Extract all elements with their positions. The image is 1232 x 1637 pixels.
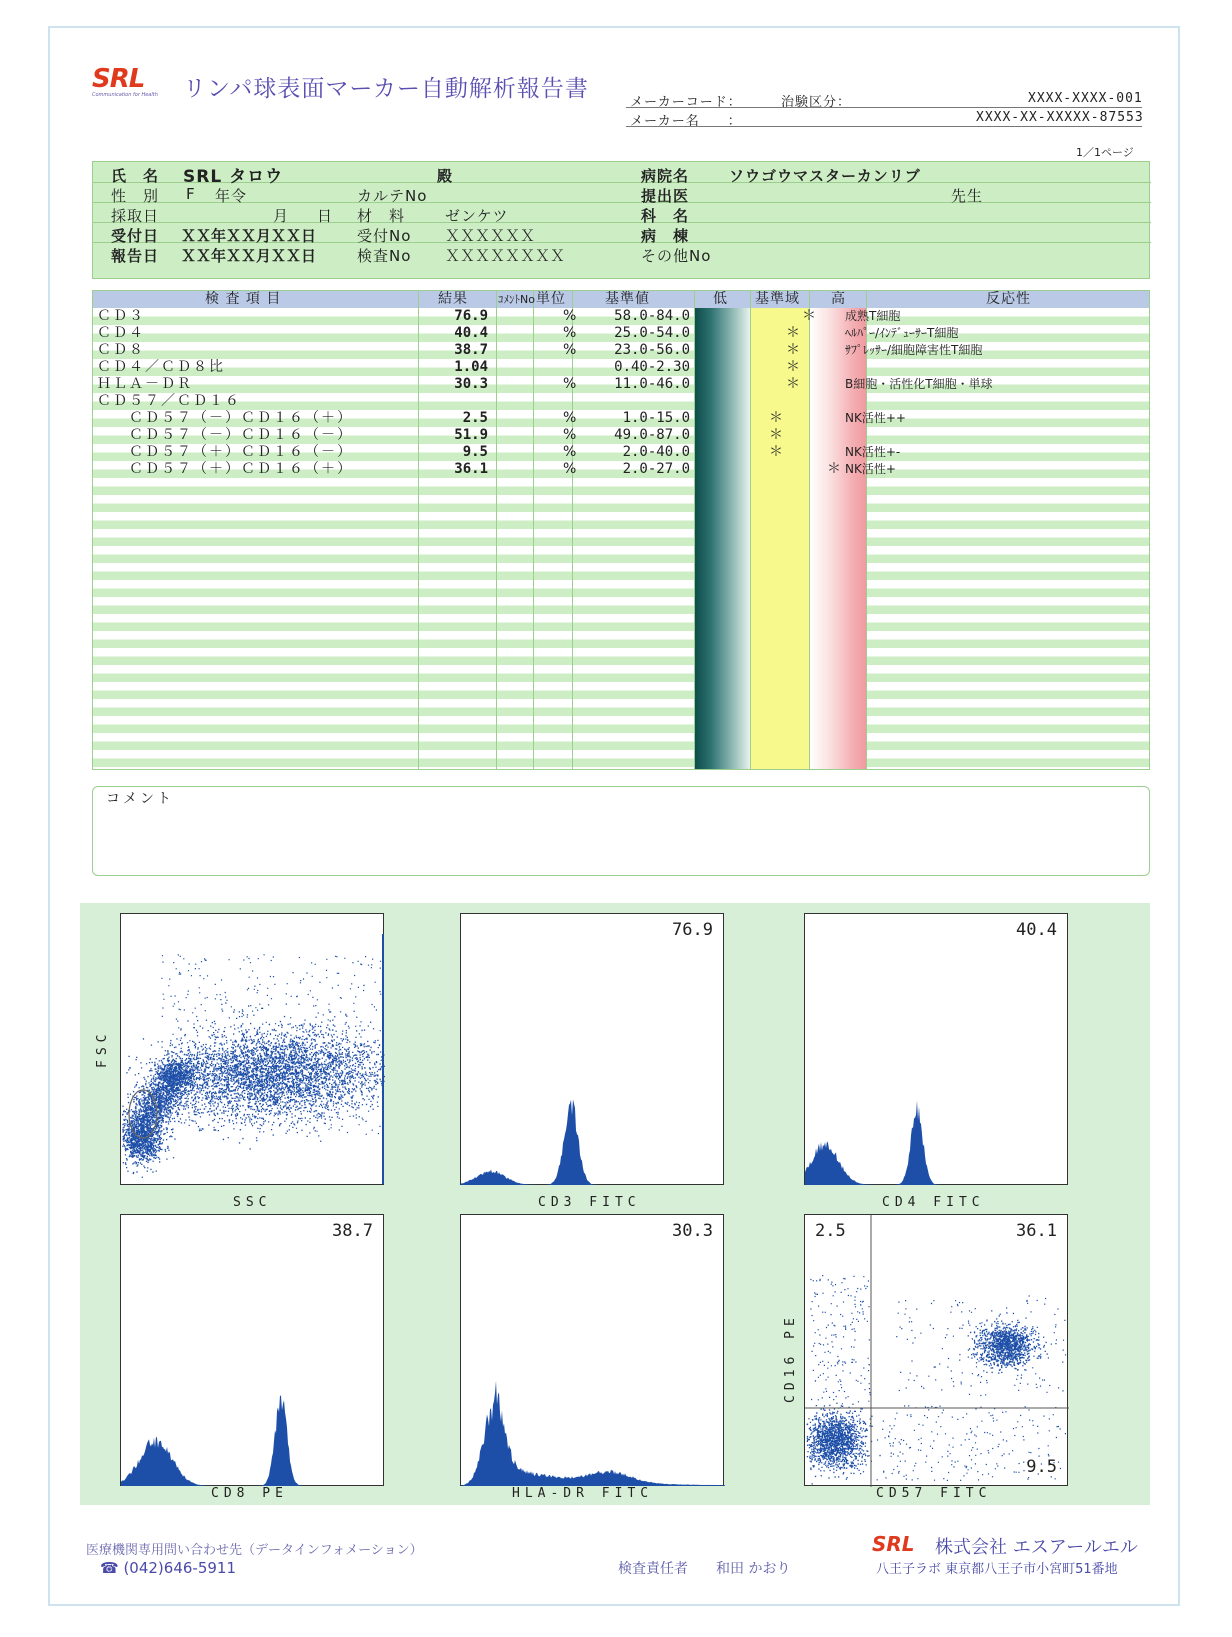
collect-label: 採取日 <box>111 207 160 225</box>
item-name: ＣＤ５７（＋）ＣＤ１６（－） <box>97 444 353 460</box>
reference-range: 11.0-46.0 <box>614 376 690 392</box>
reactivity: ﾍﾙﾊﾟｰ/ｲﾝﾃﾞｭｰｻｰT細胞 <box>845 326 959 340</box>
hla-dr-histogram <box>461 1381 725 1486</box>
comment-box <box>92 786 1150 876</box>
cd57-pos-cd16-pos-cluster <box>959 1310 1057 1378</box>
name-value: SRL タロウ <box>183 167 284 187</box>
inspector: 検査責任者 和田 かおり <box>618 1561 791 1577</box>
quadrant-ur-value: 36.1 <box>1016 1221 1057 1241</box>
col-result-header: 結果 <box>438 291 468 307</box>
histogram-cd3 <box>460 913 724 1185</box>
test-no-value: ＸＸＸＸＸＸＸＸ <box>445 247 566 265</box>
quadrant-ul-value: 2.5 <box>815 1221 846 1241</box>
sex-label: 性 別 <box>111 187 160 205</box>
result-value: 38.7 <box>454 342 488 358</box>
sparse-events <box>161 954 381 1135</box>
reactivity: B細胞・活性化T細胞・単球 <box>845 377 993 391</box>
result-value: 1.04 <box>454 359 488 375</box>
maker-code-label: メーカーコード： <box>630 95 742 110</box>
cd8-histogram <box>121 1396 385 1487</box>
reference-range: 49.0-87.0 <box>614 427 690 443</box>
hospital-label: 病院名 <box>641 167 690 185</box>
col-item-header: 検 査 項 目 <box>205 291 282 307</box>
cd4-axis-label: CD4 FITC <box>882 1195 985 1210</box>
report-title: リンパ球表面マーカー自動解析報告書 <box>183 76 589 102</box>
contact-phone: ☎ (042)646-5911 <box>100 1559 237 1577</box>
trial-label: 治験区分： <box>781 95 852 110</box>
range-marker: ＊ <box>827 461 841 477</box>
name-label: 氏 名 <box>111 167 160 185</box>
received-value: ＸＸ年ＸＸ月ＸＸ日 <box>181 227 317 245</box>
range-marker: ＊ <box>769 444 783 460</box>
quadrant-lr-value: 9.5 <box>1026 1457 1057 1477</box>
unit: % <box>563 461 577 477</box>
cd8-axis-label: CD8 PE <box>211 1486 288 1501</box>
range-marker: ＊ <box>786 359 800 375</box>
result-row <box>93 359 1149 376</box>
cd8-value: 38.7 <box>332 1221 373 1241</box>
range-marker: ＊ <box>786 376 800 392</box>
item-name: ＣＤ５７（－）ＣＤ１６（－） <box>97 427 353 443</box>
flow-cytometry-panel <box>80 903 1150 1505</box>
result-row <box>93 461 1149 478</box>
result-value: 2.5 <box>462 410 488 426</box>
unit: % <box>563 376 577 392</box>
dept-label: 科 名 <box>641 207 690 225</box>
comment-label: コメント <box>106 791 174 807</box>
hospital-value: ソウゴウマスターカンリブ <box>729 167 921 185</box>
cd4-value: 40.4 <box>1016 920 1057 940</box>
age-label: 年令 <box>215 187 248 205</box>
collect-day: 日 <box>317 207 334 225</box>
range-marker: ＊ <box>802 308 816 324</box>
reactivity: 成熟T細胞 <box>845 309 901 323</box>
reference-range: 58.0-84.0 <box>614 308 690 324</box>
unit: % <box>563 444 577 460</box>
ward-label: 病 棟 <box>641 227 690 245</box>
item-name: ＣＤ５７（－）ＣＤ１６（＋） <box>97 410 353 426</box>
reactivity: NK活性+ <box>845 462 896 476</box>
unit: % <box>563 342 577 358</box>
company-address: 八王子ラボ 東京都八王子市小宮町51番地 <box>876 1562 1118 1577</box>
col-ref-header: 基準値 <box>605 291 650 307</box>
patient-info-block <box>92 161 1150 279</box>
logo-text: SRL <box>92 64 145 94</box>
item-name: ＣＤ３ <box>97 308 145 324</box>
ssc-axis-label: SSC <box>233 1195 272 1210</box>
range-marker: ＊ <box>786 342 800 358</box>
cd57-axis-label: CD57 FITC <box>876 1486 992 1501</box>
result-row <box>93 410 1149 427</box>
reference-range: 23.0-56.0 <box>614 342 690 358</box>
range-marker: ＊ <box>786 325 800 341</box>
reactivity: ｻﾌﾟﾚｯｻｰ/細胞障害性T細胞 <box>845 343 983 357</box>
contact-label: 医療機関専用問い合わせ先（データインフォメーション） <box>86 1543 423 1558</box>
maker-name-value: XXXX-XX-XXXXX-87553 <box>976 110 1144 125</box>
cd16-axis-label: CD16 PE <box>783 1313 798 1403</box>
unit: % <box>563 308 577 324</box>
result-row <box>93 393 1149 410</box>
cd57-neg-cd16-neg-cluster <box>807 1403 892 1485</box>
histogram-cd8 <box>120 1214 384 1486</box>
cd3-value: 76.9 <box>672 920 713 940</box>
col-high-header: 高 <box>831 291 846 307</box>
unit: % <box>563 427 577 443</box>
result-value: 40.4 <box>454 325 488 341</box>
result-row <box>93 376 1149 393</box>
srl-logo <box>92 66 172 100</box>
results-table <box>92 290 1150 770</box>
reference-range: 2.0-27.0 <box>622 461 690 477</box>
header-rule <box>626 126 1142 127</box>
page-number: 1／1ページ <box>1076 146 1134 159</box>
reference-range: 0.40-2.30 <box>614 359 690 375</box>
reactivity: NK活性+- <box>845 445 901 459</box>
unit: % <box>563 325 577 341</box>
fsc-axis-label: FSC <box>95 1029 110 1068</box>
report-date-label: 報告日 <box>111 247 160 265</box>
doctor-label: 提出医 <box>641 187 690 205</box>
cd57-neg-cd16-pos-events <box>810 1275 871 1404</box>
scatter-plot-fsc-ssc <box>120 913 384 1185</box>
header-rule <box>626 107 1142 108</box>
debris-cluster <box>122 1103 176 1178</box>
reactivity: NK活性++ <box>845 411 906 425</box>
item-name: ＣＤ８ <box>97 342 145 358</box>
range-marker: ＊ <box>769 427 783 443</box>
received-label: 受付日 <box>111 227 160 245</box>
col-comment-header: ｺﾒﾝﾄNo <box>498 293 535 306</box>
result-row <box>93 342 1149 359</box>
item-name: ＣＤ５７（＋）ＣＤ１６（＋） <box>97 461 353 477</box>
collect-month: 月 <box>273 207 290 225</box>
hla-dr-value: 30.3 <box>672 1221 713 1241</box>
result-row <box>93 325 1149 342</box>
honorific: 殿 <box>437 167 454 185</box>
cd3-histogram <box>461 1099 725 1185</box>
histogram-hla-dr <box>460 1214 724 1486</box>
unit: % <box>563 410 577 426</box>
report-date-value: ＸＸ年ＸＸ月ＸＸ日 <box>181 247 317 265</box>
item-name: ＨＬＡ－ＤＲ <box>97 376 193 392</box>
received-no-label: 受付No <box>357 227 412 245</box>
range-marker: ＊ <box>769 410 783 426</box>
result-value: 76.9 <box>454 308 488 324</box>
result-row <box>93 427 1149 444</box>
logo-tagline: Communication for Health <box>92 92 158 98</box>
result-row <box>93 444 1149 461</box>
test-no-label: 検査No <box>357 247 412 265</box>
histogram-cd4 <box>804 913 1068 1185</box>
result-value: 30.3 <box>454 376 488 392</box>
cd3-axis-label: CD3 FITC <box>538 1195 641 1210</box>
col-reactivity-header: 反応性 <box>986 291 1031 307</box>
item-name: ＣＤ４ <box>97 325 145 341</box>
result-value: 36.1 <box>454 461 488 477</box>
reference-range: 25.0-54.0 <box>614 325 690 341</box>
reference-range: 2.0-40.0 <box>622 444 690 460</box>
material-value: ゼンケツ <box>445 207 509 225</box>
other-no-label: その他No <box>641 247 712 265</box>
sex-value: F <box>186 185 196 203</box>
company-name: 株式会社 エスアールエル <box>935 1537 1138 1558</box>
maker-name-label: メーカー名 ： <box>630 114 742 129</box>
maker-code-value: XXXX-XXXX-001 <box>1028 91 1143 106</box>
result-row <box>93 308 1149 325</box>
chart-label: カルテNo <box>357 187 428 205</box>
item-name: ＣＤ４／ＣＤ８比 <box>97 359 225 375</box>
received-no-value: ＸＸＸＸＸＸ <box>445 227 536 245</box>
hla-dr-axis-label: HLA-DR FITC <box>512 1486 654 1501</box>
cd4-histogram <box>805 1101 1069 1185</box>
item-name: ＣＤ５７／ＣＤ１６ <box>97 393 241 409</box>
result-value: 9.5 <box>462 444 488 460</box>
footer-logo: SRL <box>872 1532 915 1556</box>
result-value: 51.9 <box>454 427 488 443</box>
col-normal-header: 基準域 <box>755 291 800 307</box>
doctor-suffix: 先生 <box>951 187 984 205</box>
material-label: 材 料 <box>357 207 406 225</box>
reference-range: 1.0-15.0 <box>622 410 690 426</box>
col-unit-header: 単位 <box>536 291 566 307</box>
col-low-header: 低 <box>713 291 728 307</box>
quadrant-plot-cd57-cd16 <box>804 1214 1068 1486</box>
